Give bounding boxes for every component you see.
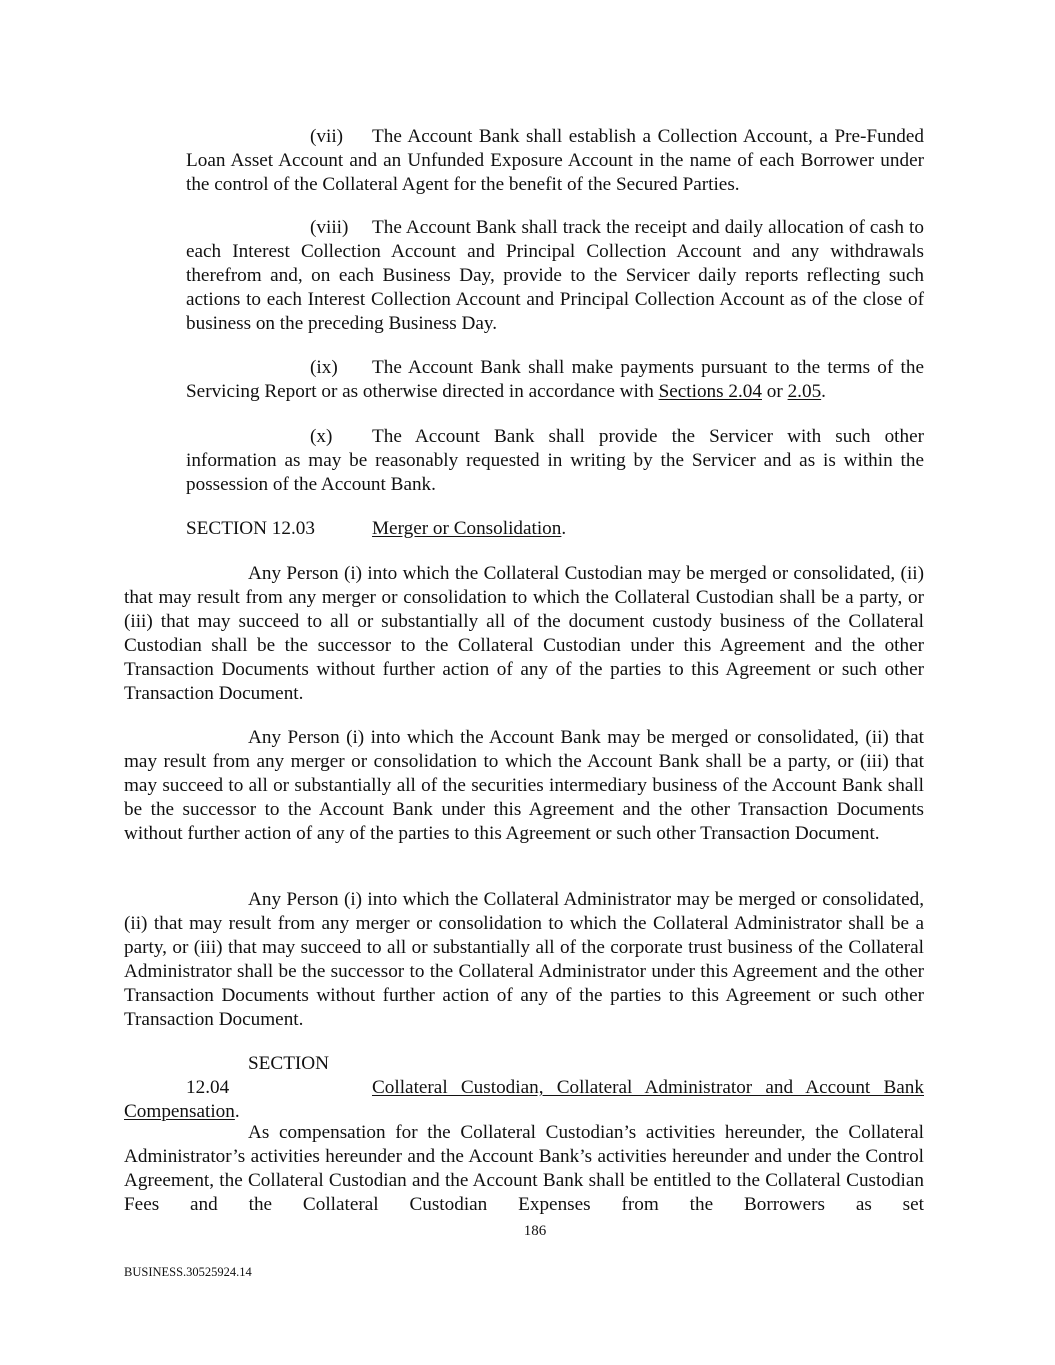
paragraph-text: The Account Bank shall track the receipt and daily allocation of cash to each Interest Collection Account and Principal Collection Account and any withdrawals therefrom and, on each Business Day, provide to the Servicer daily reports reflecting such actions to each Interest Collection Account and Principal Collection Account as of the close of business on the preceding Business Day.	[186, 217, 924, 334]
section-12-03-paragraph-2	[124, 726, 924, 846]
paragraph-x	[186, 425, 924, 497]
paragraph-ix	[186, 356, 924, 404]
paragraph-text: Any Person (i) into which the Account Bank may be merged or consolidated, (ii) that may result from any merger or consolidation to which the Account Bank shall be a party, or (iii) that may succeed to all or substantially all of the securities intermediary business of the Account Bank shall be the successor to the Account Bank under this Agreement and the other Transaction Documents without further action of any of the parties to this Agreement or such other Transaction Document.	[124, 727, 924, 844]
section-reference-link: 2.05	[787, 381, 822, 402]
paragraph-number: (x)	[310, 426, 333, 447]
document-id: BUSINESS.30525924.14	[124, 1265, 252, 1279]
section-title: Merger or Consolidation	[372, 518, 562, 539]
section-title: Collateral Custodian, Collateral Administrator and Account Bank Compensation	[124, 1077, 924, 1122]
section-12-03-paragraph-1	[124, 562, 924, 706]
paragraph-text: As compensation for the Collateral Custodian’s activities hereunder, the Collateral Administrator’s activities hereunder and the Account Bank’s activities hereunder and under the Control Agreement, the Collateral Custodian and the Account Bank shall be entitled to the Collateral Custodian Fees and the Collateral Custodian Expenses from the Borrowers as set	[124, 1122, 924, 1215]
section-12-03-heading	[186, 517, 924, 541]
paragraph-number: (vii)	[310, 126, 344, 147]
paragraph-text: Any Person (i) into which the Collateral Custodian may be merged or consolidated, (ii) that may result from any merger or consolidation to which the Collateral Custodian shall be a party, or (iii) that may succeed to all or substantially all of the document custody business of the Collateral Custodian shall be the successor to the Collateral Custodian under this Agreement and the other Transaction Documents without further action of any of the parties to this Agreement or such other Transaction Document.	[124, 563, 924, 704]
paragraph-number: (viii)	[310, 217, 349, 238]
paragraph-number: (ix)	[310, 357, 338, 378]
section-12-04-heading	[124, 1052, 924, 1124]
section-12-03-paragraph-3	[124, 888, 924, 1032]
page-number: 186	[523, 1223, 547, 1239]
paragraph-text: Any Person (i) into which the Collateral Administrator may be merged or consolidated, (ii) that may result from any merger or consolidation to which the Collateral Administrator shall be a party, or (iii) that may succeed to all or substantially all of the corporate trust business of the Collateral Administrator shall be the successor to the Collateral Administrator under this Agreement and the other Transaction Documents without further action of any of the parties to this Agreement or such other Transaction Document.	[124, 889, 924, 1030]
paragraph-vii	[186, 125, 924, 197]
section-number: SECTION 12.04	[186, 1053, 330, 1098]
paragraph-text: The Account Bank shall establish a Collection Account, a Pre-Funded Loan Asset Account and an Unfunded Exposure Account in the name of each Borrower under the control of the Collateral Agent for the benefit of the Secured Parties.	[186, 126, 924, 195]
section-reference-link: Sections 2.04	[658, 381, 762, 402]
paragraph-text: .	[821, 381, 826, 402]
paragraph-text: The Account Bank shall make payments pursuant to the terms of the Servicing Report or as otherwise directed in accordance with	[186, 357, 924, 402]
section-title-punct: .	[234, 1101, 240, 1122]
paragraph-text: or	[762, 381, 788, 402]
paragraph-viii	[186, 216, 924, 336]
section-12-04-paragraph-1	[124, 1121, 924, 1217]
section-number: SECTION 12.03	[186, 518, 315, 539]
paragraph-text: The Account Bank shall provide the Servicer with such other information as may be reasonably requested in writing by the Servicer and as is within the possession of the Account Bank.	[186, 426, 924, 495]
section-title-punct: .	[561, 518, 567, 539]
